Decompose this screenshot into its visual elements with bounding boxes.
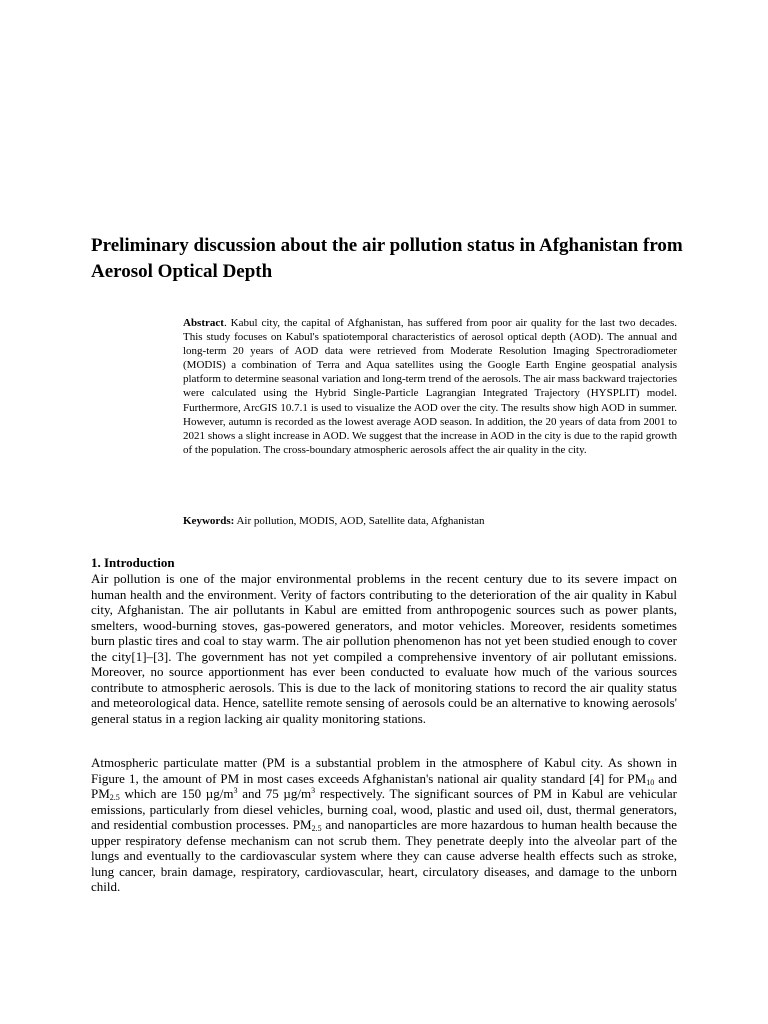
abstract-text: . Kabul city, the capital of Afghanistan, has suffered from poor air quality for the last two decades. This study focuses on Kabul's spatiotemporal characteristics of aerosol optical depth (AOD). The annual and long-term 20 years of AOD data were retrieved from Moderate Resolution Imaging Spectroradiometer (MODIS) a combination of Terra and Aqua satellites using the Google Earth Engine geospatial analysis platform to determine seasonal variation and long-term trend of the aerosols. The air mass backward trajectories were calculated using the Hybrid Single-Particle Lagrangian Integrated Trajectory (HYSPLIT) model. Furthermore, ArcGIS 10.7.1 is used to visualize the AOD over the city. The results show high AOD in summer. However, autumn is recorded as the lowest average AOD season. In addition, the 20 years of data from 2001 to 2021 shows a slight increase in AOD. We suggest that the increase in AOD in the city is due to the rapid growth of the population. The cross-boundary atmospheric aerosols affect the air quality in the city. [183,317,677,456]
para2-text-1: Atmospheric particulate matter (PM is a substantial problem in the atmosphere of Kabul city. As shown in Figure 1, the amount of PM in most cases exceeds Afghanistan's national air quality standard [4] for PM [91,755,677,786]
keywords [183,514,677,528]
abstract [183,316,677,457]
intro-paragraph-2 [91,755,677,895]
keywords-text: Air pollution, MODIS, AOD, Satellite data, Afghanistan [234,515,485,527]
para2-text-5: respectively. The significant sources of PM in Kabul are vehicular emissions, particularly from diesel vehicles, burning coal, wood, plastic and used oil, dust, thermal generators, and residential combustion processes. PM [91,786,678,832]
superscript-cubed: 3 [233,786,238,795]
subscript-pm10: 10 [646,777,655,787]
superscript-cubed: 3 [311,786,316,795]
subscript-pm25: 2.5 [109,793,120,802]
abstract-label: Abstract [183,317,224,329]
section-heading-introduction: 1. Introduction [91,555,175,570]
para2-text-2: and PM [91,770,677,801]
paper-title: Preliminary discussion about the air pollution status in Afghanistan from Aerosol Optical Depth [91,235,683,282]
para2-text-3: which are 150 µg/m [119,786,234,801]
para2-text-6: and nanoparticles are more hazardous to human health because the upper respiratory defense mechanism can not scrub them. They penetrate deeply into the alveolar part of the lungs and eventually to the cardiovascular system where they can cause adverse health effects such as stroke, lung cancer, brain damage, respiratory, cardiovascular, heart, circulatory diseases, and damage to the unborn child. [91,817,677,894]
intro-paragraph-1: Air pollution is one of the major environmental problems in the recent century due to its severe impact on human health and the environment. Verity of factors contributing to the deterioration of the air quality in Kabul city, Afghanistan. The air pollutants in Kabul are emitted from anthropogenic sources such as power plants, smelters, wood-burning stoves, gas-powered generators, and motor vehicles. Moreover, residents sometimes burn plastic tires and coal to stay warm. The air pollution phenomenon has not yet been studied enough to cover the city[1]–[3]. The government has not yet compiled a comprehensive inventory of air pollutant emissions. Moreover, no source apportionment has ever been conducted to evaluate how much of the various sources contribute to atmospheric aerosols. This is due to the lack of monitoring stations to record the air quality status and meteorological data. Hence, satellite remote sensing of aerosols could be an alternative to knowing aerosols' general status in a region lacking air quality monitoring stations. [91,571,677,726]
keywords-label: Keywords: [183,515,235,527]
para2-text-4: and 75 µg/m [237,786,312,801]
subscript-pm25: 2.5 [311,824,322,833]
